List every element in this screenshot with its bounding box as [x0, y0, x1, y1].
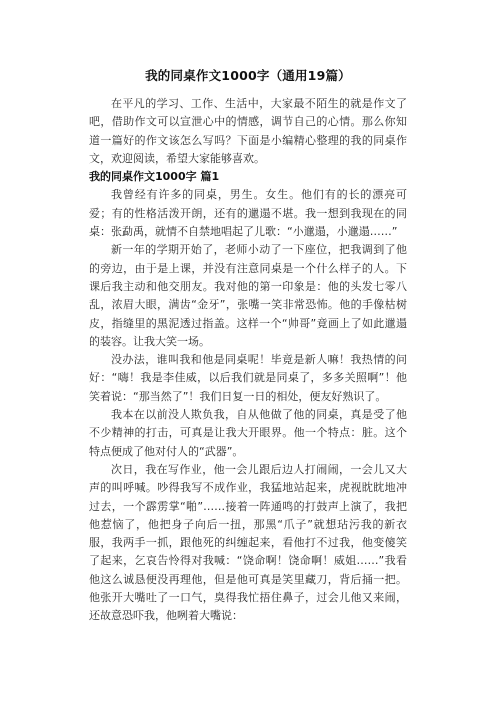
body-paragraph: 我本在以前没人欺负我，自从他做了他的同桌，真是受了他不少精神的打击，可真是让我大开眼界。他一个特点：脏。这个特点便成了他对付人的“武器”。: [89, 408, 407, 458]
body-paragraph: 次日，我在写作业，他一会儿跟后边人打闹闹，一会儿又大声的叫呼喊。吵得我写不成作业，我猛地站起来，虎视眈眈地冲过去，一个霹雳掌“啪”……接着一阵通鸣的打鼓声上演了，我把他惹恼了，他把身子向后一扭，那黑“爪子”就想玷污我的新衣服，我两手一抓，跟他死的纠缠起来，看他打不过我，他变傻笑了起来，乞哀告怜得对我喊：“饶命啊！饶命啊！威姐……”我看他这么诚恳便没再理他，但是他可真是笑里藏刀，背后捅一把。他张开大嘴吐了一口气，臭得我忙捂住鼻子，过会儿他又来闹，还故意恐吓我，他咧着大嘴说：: [89, 462, 407, 623]
body-paragraph: 我曾经有许多的同桌，男生。女生。他们有的长的漂亮可爱；有的性格活泼开朗，还有的邋遢不堪。我一想到我现在的同桌：张勐禹，就情不自禁地唱起了儿歌：“小邋遢，小邋遢……”: [89, 188, 407, 239]
document-body: [89, 95, 407, 626]
document-title: 我的同桌作文1000字（通用19篇）: [145, 68, 351, 83]
body-paragraph: 没办法，谁叫我和他是同桌呢！毕竟是新人嘛！我热情的问好：“嗨！我是李佳威，以后我们就是同桌了，多多关照啊”！他笑着说：“那当然了”！我们日复一日的相处，便友好熟识了。: [89, 353, 407, 403]
section-heading: 我的同桌作文1000字 篇1: [89, 170, 220, 184]
body-paragraph: 新一年的学期开始了，老师小动了一下座位，把我调到了他的旁边，由于是上课，并没有注意同桌是一个什么样子的人。下课后我主动和他交朋友。我对他的第一印象是：他的头发七零八乱，浓眉大眼，满齿“金牙”，张嘴一笑非常恐怖。他的手像枯树皮，指缝里的黑泥透过指盖。这样一个“帅哥”竟画上了如此邋遢的装容。让我大笑一场。: [89, 243, 407, 348]
intro-paragraph: 在平凡的学习、工作、生活中，大家最不陌生的就是作文了吧，借助作文可以宣泄心中的情感，调节自己的心情。那么你知道一篇好的作文该怎么写吗？下面是小编精心整理的我的同桌作文，欢迎阅读，希望大家能够喜欢。: [89, 97, 407, 165]
